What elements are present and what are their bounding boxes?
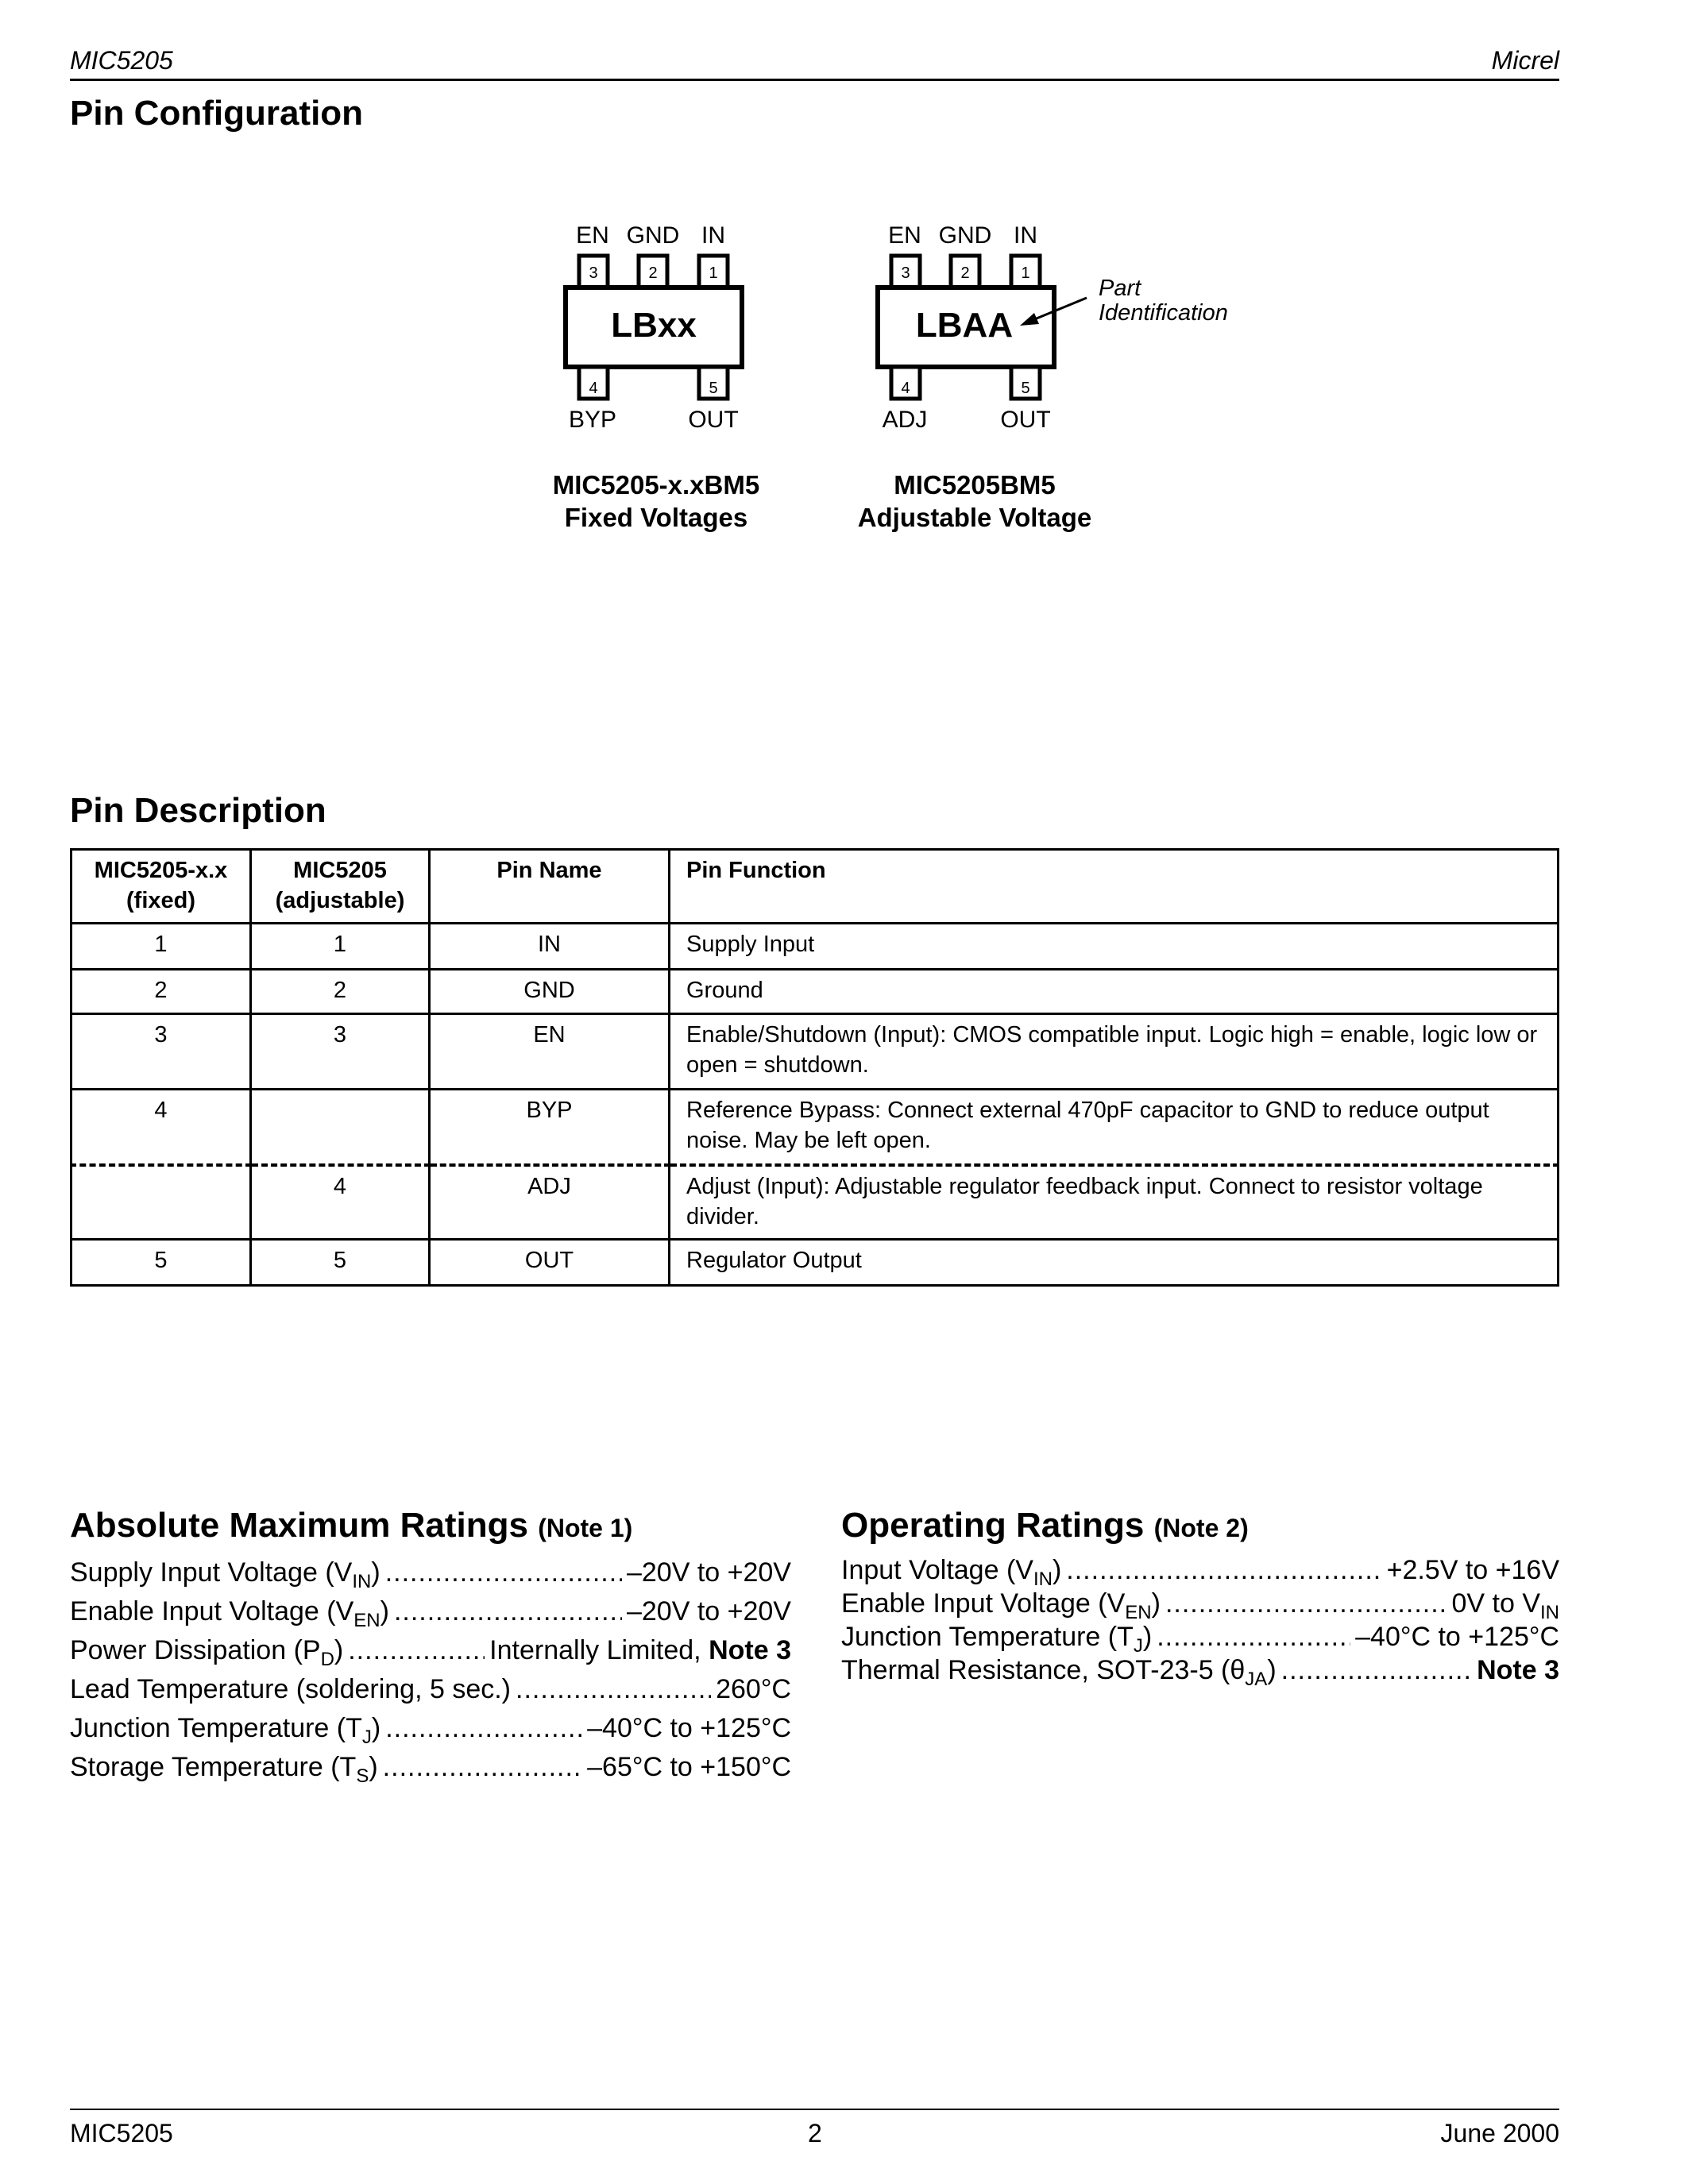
op-ratings-list (841, 1553, 1559, 1690)
pin-label: BYP (568, 407, 617, 433)
table-row (71, 1240, 1559, 1286)
pin-label: EN (576, 222, 609, 249)
rating-label: Enable Input Voltage $(V_{EN})$ (841, 1588, 1161, 1623)
cell: BYP (430, 1090, 670, 1165)
footer-right: June 2000 (1440, 2119, 1559, 2147)
dot-leader (394, 1592, 622, 1631)
pin-number: 1 (1021, 264, 1030, 282)
cell (251, 1090, 430, 1165)
fixed-package (553, 222, 759, 532)
table-row (71, 1165, 1559, 1240)
rating-row (841, 1553, 1559, 1590)
rating-label: Power Dissipation $(P_D)$ (70, 1635, 344, 1670)
caption: MIC5205-x.xBM5 (552, 470, 760, 500)
cell: Enable/Shutdown (Input): CMOS compatible input. Logic high = enable, logic low or open = shutdown. (670, 1014, 1559, 1090)
col-header-adjustable: MIC5205 (adjustable) (251, 850, 430, 924)
pin-label: GND (938, 222, 992, 249)
rating-row (70, 1631, 791, 1670)
cell: Regulator Output (670, 1240, 1559, 1286)
rating-value: –20V to +20V (626, 1596, 791, 1626)
rating-row (70, 1553, 791, 1592)
pin-config-title: Pin Configuration (70, 94, 364, 133)
cell: Adjust (Input): Adjustable regulator feedback input. Connect to resistor voltage divider. (670, 1165, 1559, 1240)
pin-label: EN (888, 222, 921, 249)
pin-label: IN (1014, 222, 1037, 249)
annotation: Identification (1099, 300, 1228, 326)
cell: 2 (251, 970, 430, 1014)
dot-leader (1165, 1587, 1447, 1620)
cell: 4 (71, 1090, 251, 1165)
cell: 5 (251, 1240, 430, 1286)
cell: 1 (71, 924, 251, 970)
part-marking: LBxx (611, 306, 697, 345)
rating-value: Internally Limited, Note 3 (489, 1635, 791, 1665)
cell: Reference Bypass: Connect external 470pF capacitor to GND to reduce output noise. May be left open. (670, 1090, 1559, 1165)
pin-config-diagram (0, 0, 1688, 556)
cell (71, 1165, 251, 1240)
dot-leader (383, 1748, 582, 1787)
header-left: MIC5205 (70, 46, 173, 75)
pin-label: OUT (688, 407, 739, 433)
dot-leader (385, 1553, 622, 1592)
rating-label: Storage Temperature $(T_S)$ (70, 1752, 378, 1787)
dot-leader (1157, 1620, 1350, 1653)
cell: ADJ (430, 1165, 670, 1240)
cell: EN (430, 1014, 670, 1090)
cell: GND (430, 970, 670, 1014)
pin-description-table (70, 848, 1559, 1287)
rating-label: Lead Temperature (soldering, 5 sec.) (70, 1674, 512, 1704)
dot-leader (1066, 1553, 1381, 1587)
pin-number: 3 (901, 264, 910, 282)
annotation: Part (1099, 276, 1141, 301)
rating-value: –65°C to +150°C (587, 1752, 791, 1782)
footer-page-number: 2 (808, 2119, 822, 2147)
cell: 3 (251, 1014, 430, 1090)
rating-row (841, 1587, 1559, 1623)
pin-label: IN (701, 222, 725, 249)
pin-number: 2 (960, 264, 970, 282)
abs-max-list (70, 1553, 791, 1787)
rating-value: –40°C to +125°C (1355, 1622, 1559, 1652)
pin-number: 3 (589, 264, 598, 282)
rating-value: –20V to +20V (626, 1557, 791, 1588)
header-right: Micrel (1491, 46, 1559, 75)
pin-number: 2 (648, 264, 658, 282)
col-header-pin-function: Pin Function (670, 850, 1559, 924)
dot-leader (1281, 1653, 1472, 1687)
col-header-fixed: MIC5205-x.x (fixed) (71, 850, 251, 924)
pin-label: ADJ (882, 407, 928, 433)
footer-left: MIC5205 (70, 2119, 173, 2147)
caption: Fixed Voltages (564, 503, 748, 532)
pin-number: 4 (589, 380, 598, 397)
rating-label: Junction Temperature $(T_J)$ (70, 1713, 381, 1748)
rating-value: –40°C to +125°C (587, 1713, 791, 1743)
table-row (71, 1090, 1559, 1165)
rating-row (70, 1592, 791, 1631)
table-row (71, 970, 1559, 1014)
cell: IN (430, 924, 670, 970)
cell: 3 (71, 1014, 251, 1090)
cell: 1 (251, 924, 430, 970)
rating-value: 0V to $V_{IN}$ (1451, 1588, 1559, 1623)
caption: MIC5205BM5 (894, 470, 1056, 500)
rating-label: Junction Temperature $(T_J)$ (841, 1622, 1153, 1657)
cell: 5 (71, 1240, 251, 1286)
cell: 2 (71, 970, 251, 1014)
part-marking: LBAA (915, 306, 1014, 345)
abs-max-title: Absolute Maximum Ratings (Note 1) (70, 1506, 633, 1545)
pin-number: 5 (1021, 380, 1030, 397)
rating-label: Thermal Resistance, SOT-23-5 $(\theta_{JA})$ (841, 1655, 1277, 1690)
rating-label: Enable Input Voltage $(V_{EN})$ (70, 1596, 389, 1631)
pin-number: 5 (709, 380, 718, 397)
rating-row (841, 1653, 1559, 1690)
rating-row (70, 1709, 791, 1748)
table-row (71, 1014, 1559, 1090)
adjustable-package (858, 222, 1228, 532)
pin-description-title: Pin Description (70, 791, 326, 830)
pin-label: GND (626, 222, 680, 249)
rating-label: Supply Input Voltage $(V_{IN})$ (70, 1557, 380, 1592)
pin-number: 1 (709, 264, 718, 282)
rating-row (70, 1748, 791, 1787)
rating-row (70, 1670, 791, 1709)
rating-row (841, 1620, 1559, 1657)
table-row (71, 924, 1559, 970)
cell: 4 (251, 1165, 430, 1240)
dot-leader (348, 1631, 485, 1670)
caption: Adjustable Voltage (857, 503, 1092, 532)
rating-value: 260°C (716, 1674, 791, 1704)
dot-leader (385, 1709, 582, 1748)
rating-value: +2.5V to +16V (1386, 1555, 1559, 1585)
cell: OUT (430, 1240, 670, 1286)
footer-rule (70, 2109, 1559, 2110)
rating-label: Input Voltage $(V_{IN})$ (841, 1555, 1062, 1590)
dot-leader (516, 1670, 711, 1709)
pin-label: OUT (1000, 407, 1051, 433)
col-header-pin-name: Pin Name (430, 850, 670, 924)
cell: Ground (670, 970, 1559, 1014)
pin-number: 4 (901, 380, 910, 397)
rating-value: Note 3 (1477, 1655, 1559, 1685)
table-header-row (71, 850, 1559, 924)
cell: Supply Input (670, 924, 1559, 970)
op-ratings-title: Operating Ratings (Note 2) (841, 1506, 1249, 1545)
